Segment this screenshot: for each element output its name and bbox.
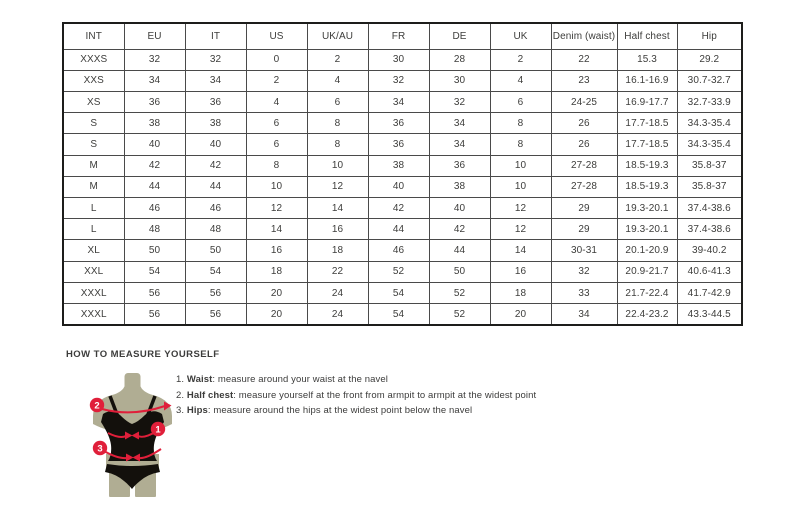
table-cell: 34 (185, 70, 246, 91)
step-number: 3. (176, 405, 187, 416)
table-cell: 27-28 (551, 155, 617, 176)
table-cell: 17.7-18.5 (617, 113, 677, 134)
table-cell: 34 (429, 113, 490, 134)
table-cell: 16.9-17.7 (617, 91, 677, 112)
table-cell: 8 (490, 134, 551, 155)
step-text: : measure around the hips at the widest point below the navel (207, 405, 473, 416)
size-table-header (63, 23, 742, 49)
table-cell: 23 (551, 70, 617, 91)
table-cell: 52 (429, 304, 490, 325)
table-cell: 54 (124, 261, 185, 282)
table-cell: 20.9-21.7 (617, 261, 677, 282)
table-cell: 36 (368, 113, 429, 134)
table-cell: 8 (307, 134, 368, 155)
table-cell: 54 (368, 304, 429, 325)
table-cell: 39-40.2 (677, 240, 742, 261)
table-cell: 14 (490, 240, 551, 261)
table-cell: 42 (124, 155, 185, 176)
measure-step (176, 372, 536, 388)
table-cell: XXS (63, 70, 124, 91)
column-header: UK (490, 23, 551, 49)
table-cell: 44 (124, 176, 185, 197)
table-cell: 12 (307, 176, 368, 197)
table-cell: 16 (490, 261, 551, 282)
hips-marker-number: 3 (97, 443, 103, 455)
table-cell: 44 (185, 176, 246, 197)
table-cell: 54 (185, 261, 246, 282)
table-cell: 18 (490, 282, 551, 303)
table-cell: 16 (307, 219, 368, 240)
table-cell: 38 (124, 113, 185, 134)
table-cell: 22 (307, 261, 368, 282)
column-header: Denim (waist) (551, 23, 617, 49)
column-header: INT (63, 23, 124, 49)
table-cell: 40 (124, 134, 185, 155)
table-cell: 4 (307, 70, 368, 91)
table-cell: 35.8-37 (677, 176, 742, 197)
table-cell: 32 (429, 91, 490, 112)
table-cell: 2 (490, 49, 551, 70)
table-cell: 38 (368, 155, 429, 176)
table-cell: 46 (368, 240, 429, 261)
table-cell: 20 (490, 304, 551, 325)
table-cell: 24 (307, 282, 368, 303)
table-cell: 22 (551, 49, 617, 70)
table-cell: 15.3 (617, 49, 677, 70)
table-cell: 50 (124, 240, 185, 261)
table-cell: 41.7-42.9 (677, 282, 742, 303)
table-cell: 46 (185, 198, 246, 219)
table-cell: M (63, 176, 124, 197)
column-header: FR (368, 23, 429, 49)
table-cell: 8 (490, 113, 551, 134)
table-cell: 28 (429, 49, 490, 70)
table-cell: S (63, 134, 124, 155)
table-cell: 4 (490, 70, 551, 91)
table-cell: 34 (551, 304, 617, 325)
table-cell: 56 (185, 304, 246, 325)
step-text: : measure around your waist at the navel (212, 374, 388, 385)
table-cell: 20.1-20.9 (617, 240, 677, 261)
table-row (63, 282, 742, 303)
table-cell: 36 (124, 91, 185, 112)
table-cell: 40 (185, 134, 246, 155)
table-cell: 32 (124, 49, 185, 70)
table-cell: 26 (551, 113, 617, 134)
column-header: Half chest (617, 23, 677, 49)
step-number: 1. (176, 374, 187, 385)
table-cell: 32.7-33.9 (677, 91, 742, 112)
table-row (63, 155, 742, 176)
table-cell: 44 (368, 219, 429, 240)
table-cell: 36 (429, 155, 490, 176)
column-header: IT (185, 23, 246, 49)
table-cell: 29.2 (677, 49, 742, 70)
table-row (63, 240, 742, 261)
table-row (63, 176, 742, 197)
table-cell: 56 (124, 282, 185, 303)
table-cell: 30.7-32.7 (677, 70, 742, 91)
table-cell: XS (63, 91, 124, 112)
table-cell: 24-25 (551, 91, 617, 112)
measurement-figure (80, 372, 185, 498)
table-cell: 0 (246, 49, 307, 70)
table-row (63, 91, 742, 112)
table-cell: 6 (490, 91, 551, 112)
table-cell: M (63, 155, 124, 176)
table-row (63, 304, 742, 325)
column-header: Hip (677, 23, 742, 49)
table-cell: 40 (368, 176, 429, 197)
table-cell: 34.3-35.4 (677, 113, 742, 134)
table-row (63, 198, 742, 219)
table-cell: S (63, 113, 124, 134)
table-cell: XL (63, 240, 124, 261)
table-cell: 48 (185, 219, 246, 240)
table-cell: 6 (246, 134, 307, 155)
table-cell: XXXS (63, 49, 124, 70)
table-cell: 18.5-19.3 (617, 176, 677, 197)
table-cell: 56 (124, 304, 185, 325)
column-header: EU (124, 23, 185, 49)
table-cell: 37.4-38.6 (677, 219, 742, 240)
column-header: US (246, 23, 307, 49)
table-cell: 32 (368, 70, 429, 91)
table-cell: 48 (124, 219, 185, 240)
table-cell: 12 (246, 198, 307, 219)
table-cell: 35.8-37 (677, 155, 742, 176)
table-cell: 42 (185, 155, 246, 176)
measure-steps (176, 372, 536, 419)
table-cell: 50 (429, 261, 490, 282)
table-cell: 10 (490, 155, 551, 176)
table-cell: 44 (429, 240, 490, 261)
table-cell: 20 (246, 282, 307, 303)
table-cell: 52 (368, 261, 429, 282)
size-table-body (63, 49, 742, 325)
table-cell: 38 (429, 176, 490, 197)
table-cell: 22.4-23.2 (617, 304, 677, 325)
table-cell: 14 (246, 219, 307, 240)
table-cell: 18 (307, 240, 368, 261)
table-cell: 6 (307, 91, 368, 112)
table-cell: 40.6-41.3 (677, 261, 742, 282)
table-cell: 32 (185, 49, 246, 70)
table-cell: 18 (246, 261, 307, 282)
table-cell: 20 (246, 304, 307, 325)
table-cell: 14 (307, 198, 368, 219)
table-cell: XXXL (63, 282, 124, 303)
table-cell: 10 (246, 176, 307, 197)
table-cell: 34 (124, 70, 185, 91)
measure-title: HOW TO MEASURE YOURSELF (66, 349, 220, 360)
table-cell: 19.3-20.1 (617, 219, 677, 240)
table-cell: 42 (429, 219, 490, 240)
table-cell: 26 (551, 134, 617, 155)
table-row (63, 134, 742, 155)
measure-step (176, 403, 536, 419)
step-number: 2. (176, 389, 187, 401)
step-text: : measure yourself at the front from armpit to armpit at the widest point (233, 389, 537, 401)
table-cell: 8 (246, 155, 307, 176)
table-cell: 10 (307, 155, 368, 176)
table-row (63, 70, 742, 91)
table-row (63, 49, 742, 70)
table-cell: 56 (185, 282, 246, 303)
table-cell: 21.7-22.4 (617, 282, 677, 303)
table-cell: 19.3-20.1 (617, 198, 677, 219)
table-row (63, 261, 742, 282)
table-cell: 54 (368, 282, 429, 303)
chest-marker-number: 2 (94, 400, 100, 412)
table-cell: 12 (490, 219, 551, 240)
table-cell: 16.1-16.9 (617, 70, 677, 91)
table-cell: 24 (307, 304, 368, 325)
table-cell: 52 (429, 282, 490, 303)
header-row (63, 23, 742, 49)
table-row (63, 219, 742, 240)
table-cell: 17.7-18.5 (617, 134, 677, 155)
table-cell: 50 (185, 240, 246, 261)
table-cell: 16 (246, 240, 307, 261)
table-cell: 38 (185, 113, 246, 134)
table-cell: 29 (551, 198, 617, 219)
table-cell: L (63, 219, 124, 240)
table-row (63, 113, 742, 134)
table-cell: 30-31 (551, 240, 617, 261)
table-cell: 30 (368, 49, 429, 70)
measure-step (176, 388, 536, 404)
table-cell: 34 (429, 134, 490, 155)
table-cell: 18.5-19.3 (617, 155, 677, 176)
table-cell: 40 (429, 198, 490, 219)
table-cell: 42 (368, 198, 429, 219)
table-cell: 32 (551, 261, 617, 282)
table-cell: 6 (246, 113, 307, 134)
table-cell: 4 (246, 91, 307, 112)
table-cell: 12 (490, 198, 551, 219)
table-cell: 27-28 (551, 176, 617, 197)
table-cell: 36 (185, 91, 246, 112)
waist-marker-number: 1 (155, 424, 161, 436)
table-cell: XXL (63, 261, 124, 282)
table-cell: 37.4-38.6 (677, 198, 742, 219)
table-cell: 36 (368, 134, 429, 155)
table-cell: 34 (368, 91, 429, 112)
step-label: Half chest (186, 389, 234, 401)
column-header: DE (429, 23, 490, 49)
column-header: UK/AU (307, 23, 368, 49)
table-cell: 30 (429, 70, 490, 91)
table-cell: 29 (551, 219, 617, 240)
table-cell: L (63, 198, 124, 219)
table-cell: 2 (307, 49, 368, 70)
size-chart-table (62, 22, 743, 326)
table-cell: 43.3-44.5 (677, 304, 742, 325)
table-cell: 33 (551, 282, 617, 303)
table-cell: XXXL (63, 304, 124, 325)
table-cell: 46 (124, 198, 185, 219)
table-cell: 34.3-35.4 (677, 134, 742, 155)
table-cell: 10 (490, 176, 551, 197)
table-cell: 2 (246, 70, 307, 91)
table-cell: 8 (307, 113, 368, 134)
step-label: Hips (186, 405, 208, 416)
step-label: Waist (186, 374, 213, 385)
